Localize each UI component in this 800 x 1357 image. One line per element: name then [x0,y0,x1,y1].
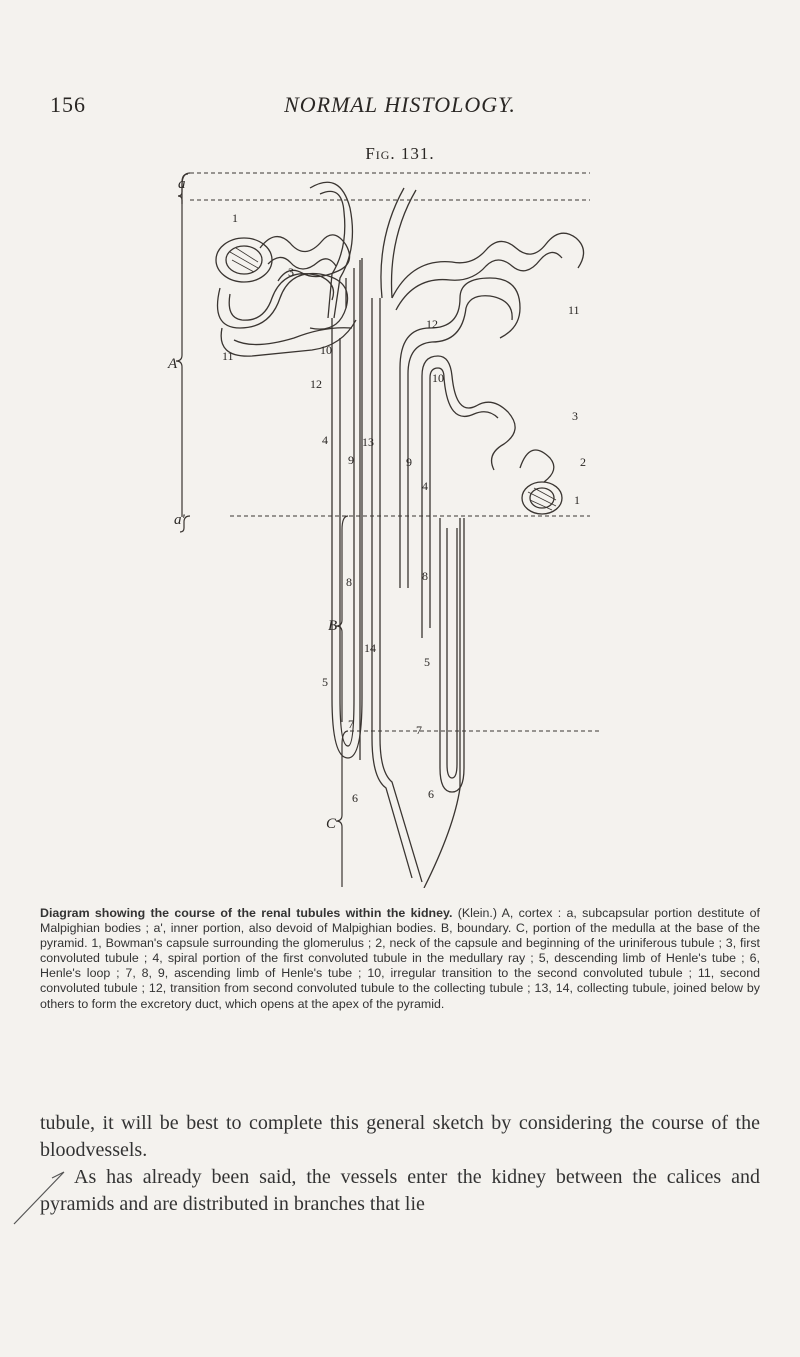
tubule-label: 7 [348,717,354,731]
body-text [40,1110,760,1218]
tubule-label: 3 [288,265,294,279]
renal-tubule-diagram [160,168,640,888]
caption-title: Diagram showing the course of the renal tubules within the kidney. [40,906,453,920]
zone-braces [176,173,348,887]
tubule-label: 10 [320,343,332,357]
page-number: 156 [50,92,86,117]
tubule-label: 13 [362,435,374,449]
label-C: C [326,816,337,832]
paragraph: As has already been said, the vessels enter the kidney between the calices and pyramids and are distributed in branches that lie [40,1166,760,1215]
tubule-label: 10 [432,371,444,385]
tubule-label: 8 [346,575,352,589]
label-A: A [168,356,178,372]
paragraph: tubule, it will be best to complete this general sketch by considering the course of the bloodvessels. [40,1112,760,1161]
tubule-label: 5 [322,675,328,689]
tubule-label: 2 [580,455,586,469]
figure-caption [40,906,760,1012]
glomeruli [230,248,556,510]
tubule-label: 5 [424,655,430,669]
figure-label: Fig. 131. [365,144,435,163]
tubule-label: 11 [222,349,234,363]
tubule-label: 6 [428,787,434,801]
zone-boundaries [190,173,600,731]
page-header [40,92,760,126]
label-a: a [178,176,186,192]
tubule-label: 3 [572,409,578,423]
tubule-label: 1 [232,211,238,225]
caption-text: (Klein.) A, cortex : a, subcapsular portion destitute of Malpighian bodies ; a', inner portion, also devoid of Malpighian bodies. B, boundary. C, portion of the medulla at the base of the pyramid. 1, Bowman's capsule surrounding the glomerulus ; 2, neck of the capsule and beginning of the uriniferous tubule ; 3, first convoluted tubule ; 4, spiral portion of the first convoluted tubule in the medullary ray ; 5, descending limb of Henle's tube ; 6, Henle's loop ; 7, 8, 9, ascending limb of Henle's tube ; 10, irregular transition to the second convoluted tubule ; 11, second convoluted tubule ; 12, transition from second convoluted tubule to the collecting tubule ; 13, 14, collecting tubule, joined below by others to form the excretory duct, which opens at the apex of the pyramid. [40,906,760,1011]
tubule-label: 14 [364,641,376,655]
tubule-label: 4 [322,433,328,447]
tubule-label: 11 [568,303,580,317]
label-a-prime: a' [174,512,185,528]
tubule-label: 9 [348,453,354,467]
pencil-mark-icon [8,1168,68,1232]
right-nephron [392,233,584,888]
running-head: NORMAL HISTOLOGY. [284,92,516,117]
tubule-label: 9 [406,455,412,469]
tubule-label: 6 [352,791,358,805]
tubule-label: 8 [422,569,428,583]
tubule-label: 1 [574,493,580,507]
collecting-duct [381,188,416,298]
tubule-label: 4 [422,479,428,493]
label-B: B [328,618,338,634]
tubule-label: 12 [426,317,438,331]
tubule-label: 7 [416,723,422,737]
tubule-label: 12 [310,377,322,391]
